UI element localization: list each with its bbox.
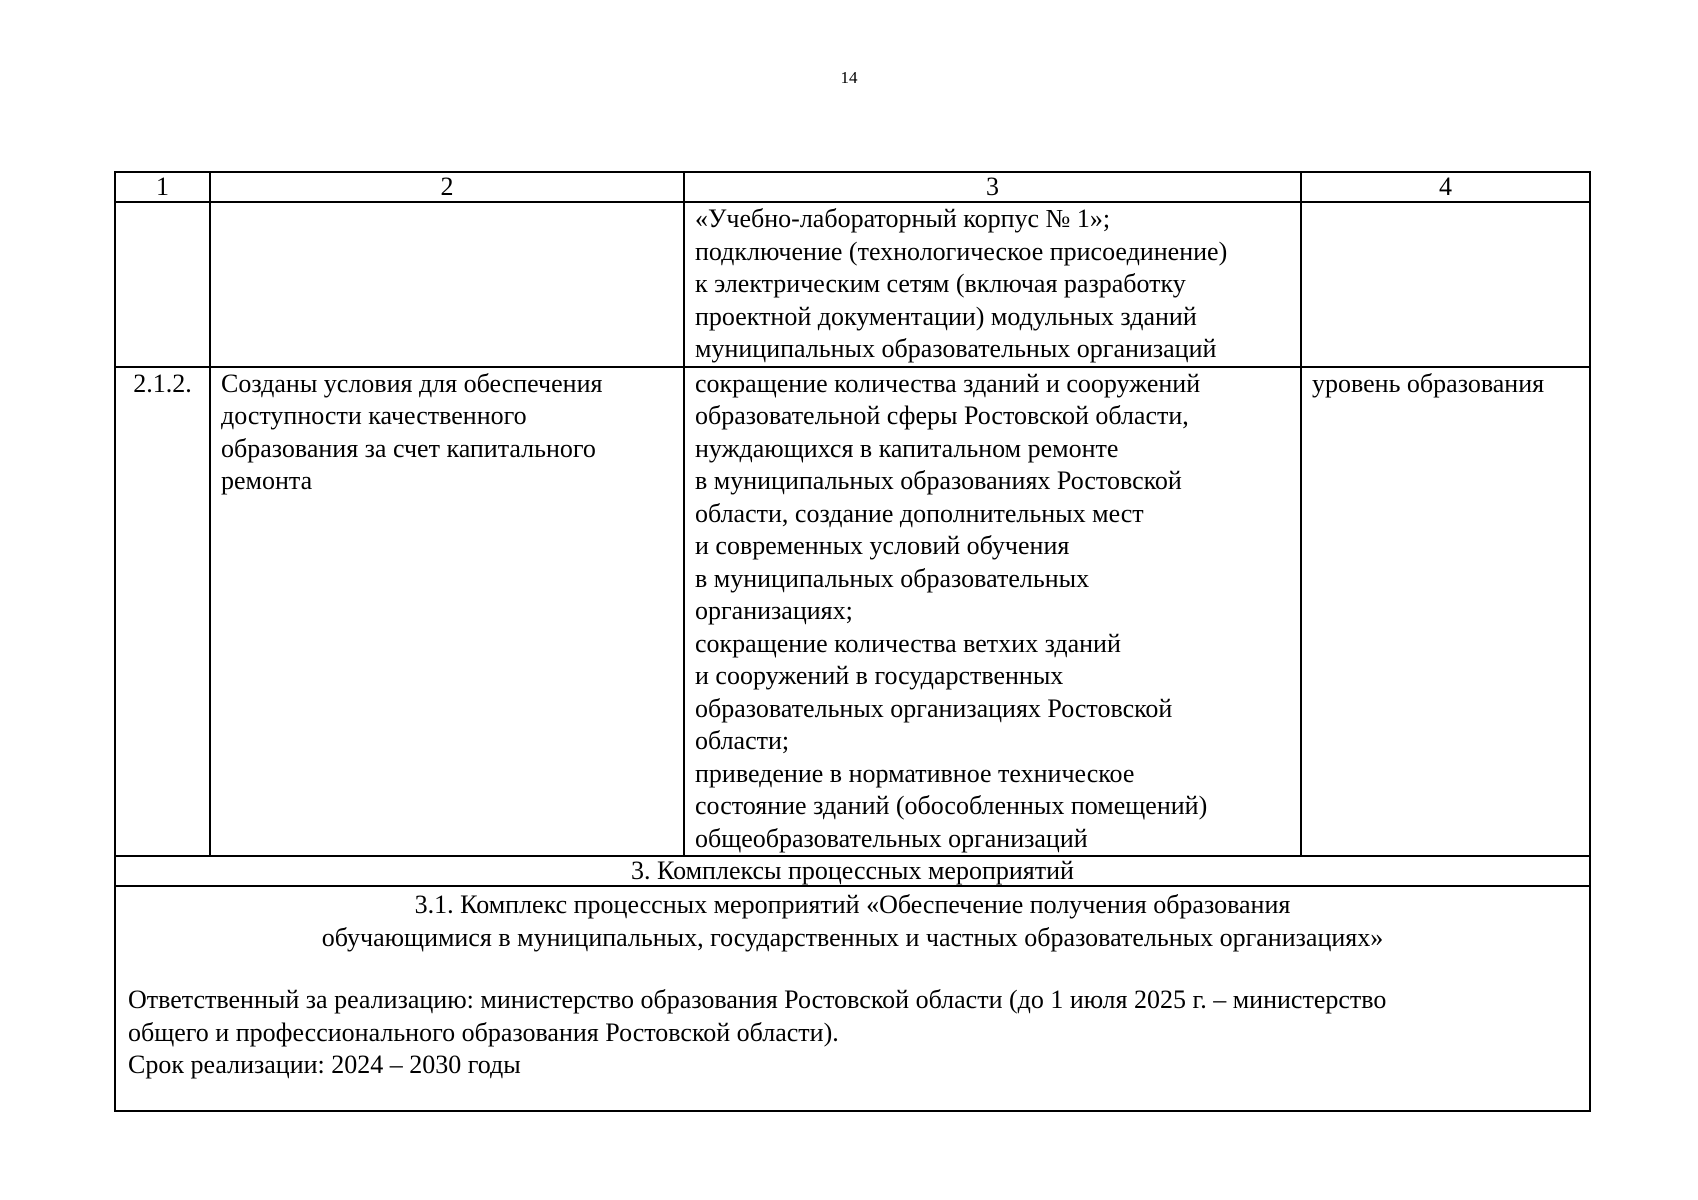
text-line: общеобразовательных организаций [695,823,1088,853]
subsection-info [128,984,1577,1082]
text-line: доступности качественного [221,401,527,430]
text-line: сокращение количества зданий и сооружений [695,368,1201,398]
text-line: области; [695,726,790,755]
subsection-title [128,889,1577,954]
text-line: области, создание дополнительных мест [695,498,1144,528]
table-header-row [115,172,1590,202]
text-line: и сооружений в государственных [695,661,1064,690]
text-line: сокращение количества ветхих зданий [695,628,1121,658]
header-col-1: 1 [115,172,210,202]
text-line: 3.1. Комплекс процессных мероприятий «Обеспечение получения образования [414,890,1291,919]
responsible-line: общего и профессионального образования Ростовской области). [128,1017,839,1047]
text-line: «Учебно-лабораторный корпус № 1»; [695,204,1111,233]
text-line: в муниципальных образованиях Ростовской [695,466,1182,495]
text-line: Созданы условия для обеспечения [221,368,603,398]
task-cell [210,367,684,857]
page-number: 14 [840,68,858,87]
text-line: ремонта [221,466,313,495]
period-line: Срок реализации: 2024 – 2030 годы [128,1050,521,1079]
table-row-continued [115,202,1590,367]
text-line: организациях; [695,596,853,625]
text-line: проектной документации) модульных зданий [695,301,1197,331]
link-cell: уровень образования [1301,367,1590,857]
section-3-row [115,856,1590,886]
responsible-line: Ответственный за реализацию: министерство образования Ростовской области (до 1 июля 2025 г. – министерство [128,985,1387,1014]
row-number: 2.1.2. [115,367,210,857]
header-col-2: 2 [210,172,684,202]
header-col-4: 4 [1301,172,1590,202]
continued-num-cell [115,202,210,367]
text-line: подключение (технологическое присоединение) [695,236,1228,266]
text-line: образовательных организациях Ростовской [695,693,1173,723]
subsection-3-1-row [115,886,1590,1111]
continued-task-cell [210,202,684,367]
text-line: образовательной сферы Ростовской области, [695,401,1189,430]
section-title: 3. Комплексы процессных мероприятий [115,856,1590,886]
text-line: и современных условий обучения [695,531,1070,560]
text-line: обучающимися в муниципальных, государственных и частных образовательных организациях» [321,922,1384,952]
measures-table [114,171,1591,1112]
table-row-2-1-2 [115,367,1590,857]
subsection-cell [115,886,1590,1111]
text-line: образования за счет капитального [221,433,596,463]
text-line: приведение в нормативное техническое [695,758,1135,788]
header-col-3: 3 [684,172,1301,202]
text-line: к электрическим сетям (включая разработку [695,269,1186,298]
continued-description-cell [684,202,1301,367]
text-line: муниципальных образовательных организаций [695,334,1217,363]
text-line: нуждающихся в капитальном ремонте [695,433,1119,463]
description-cell [684,367,1301,857]
continued-link-cell [1301,202,1590,367]
text-line: состояние зданий (обособленных помещений) [695,791,1208,820]
text-line: в муниципальных образовательных [695,563,1090,593]
